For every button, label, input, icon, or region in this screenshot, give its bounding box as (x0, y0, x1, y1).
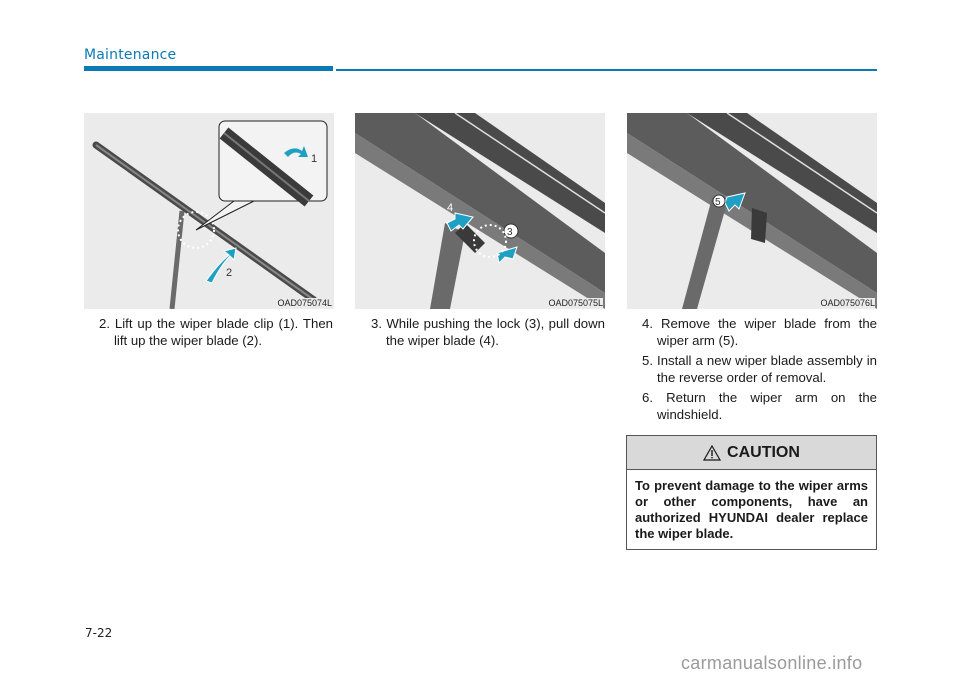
svg-text:5: 5 (715, 197, 721, 208)
caution-box (626, 435, 877, 550)
section-title: Maintenance (84, 47, 177, 63)
warning-triangle-icon (703, 445, 721, 461)
step-4: 4. Remove the wiper blade from the wiper arm (5). (642, 316, 877, 348)
wiper-lock-illustration-icon (355, 113, 605, 309)
step-6: 6. Return the wiper arm on the windshield. (642, 390, 877, 422)
header-bar (84, 66, 333, 71)
watermark-link[interactable]: carmanualsonline.info (681, 653, 863, 673)
wiper-blade-illustration-icon (84, 113, 334, 309)
figure-wiper-lock (355, 113, 605, 309)
figure-caption: OAD075074L (277, 298, 332, 308)
wiper-remove-illustration-icon (627, 113, 877, 309)
caution-header (627, 436, 876, 470)
header-rule (336, 69, 877, 71)
svg-text:4: 4 (447, 202, 454, 214)
figure-caption: OAD075075L (548, 298, 603, 308)
svg-text:3: 3 (507, 227, 513, 238)
step-3: 3. While pushing the lock (3), pull down the wiper blade (4). (371, 316, 605, 348)
step-list-col3 (642, 316, 877, 427)
step-list-col1 (99, 316, 333, 353)
svg-text:2: 2 (226, 267, 233, 279)
figure-wiper-clip (84, 113, 334, 309)
figure-wiper-remove (627, 113, 877, 309)
step-5: 5. Install a new wiper blade assembly in the reverse order of removal. (642, 353, 877, 385)
step-list-col2 (371, 316, 605, 353)
figure-caption: OAD075076L (820, 298, 875, 308)
page-number: 7-22 (85, 626, 113, 640)
svg-text:1: 1 (311, 153, 318, 165)
step-2: 2. Lift up the wiper blade clip (1). Then lift up the wiper blade (2). (99, 316, 333, 348)
caution-text: To prevent damage to the wiper arms or other components, have an authorized HYUNDAI dealer replace the wiper blade. (635, 478, 868, 541)
caution-title: CAUTION (727, 443, 800, 461)
